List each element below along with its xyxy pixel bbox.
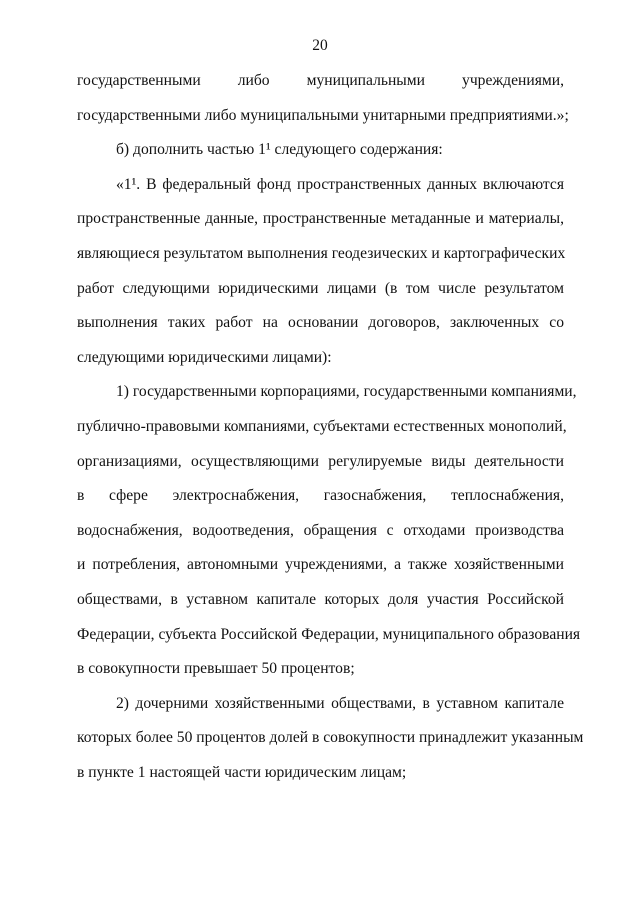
text-line: Федерации, субъекта Российской Федерации, муниципального образования <box>77 625 581 643</box>
text-line: 1) государственными корпорациями, государственными компаниями, <box>116 383 577 401</box>
text-line: б) дополнить частью 1¹ следующего содержания: <box>116 141 443 159</box>
text-line: водоснабжения, водоотведения, обращения с отходами производства <box>77 521 564 539</box>
text-line: в сфере электроснабжения, газоснабжения, теплоснабжения, <box>77 487 564 505</box>
text-line: которых более 50 процентов долей в совокупности принадлежит указанным <box>77 729 584 747</box>
text-line: организациями, осуществляющими регулируемые виды деятельности <box>77 452 564 470</box>
text-line: государственными либо муниципальными учреждениями, <box>77 72 564 89</box>
text-line: работ следующими юридическими лицами (в том числе результатом <box>77 279 564 297</box>
text-line: выполнения таких работ на основании договоров, заключенных со <box>77 314 564 332</box>
text-line: в пункте 1 настоящей части юридическим лицам; <box>77 763 407 781</box>
text-line: публично-правовыми компаниями, субъектами естественных монополий, <box>77 417 567 435</box>
text-line: и потребления, автономными учреждениями, а также хозяйственными <box>77 556 564 574</box>
text-line: «1¹. В федеральный фонд пространственных данных включаются <box>116 175 564 193</box>
text-line: обществами, в уставном капитале которых доля участия Российской <box>77 590 564 608</box>
text-line: являющиеся результатом выполнения геодезических и картографических <box>77 244 566 262</box>
text-line: в совокупности превышает 50 процентов; <box>77 660 355 678</box>
text-line: пространственные данные, пространственные метаданные и материалы, <box>77 210 564 228</box>
text-line: 2) дочерними хозяйственными обществами, в уставном капитале <box>116 694 564 712</box>
text-line: следующими юридическими лицами): <box>77 348 332 366</box>
text-line: государственными либо муниципальными унитарными предприятиями.»; <box>77 106 569 124</box>
page-number: 20 <box>312 37 328 54</box>
document-body <box>77 64 584 790</box>
